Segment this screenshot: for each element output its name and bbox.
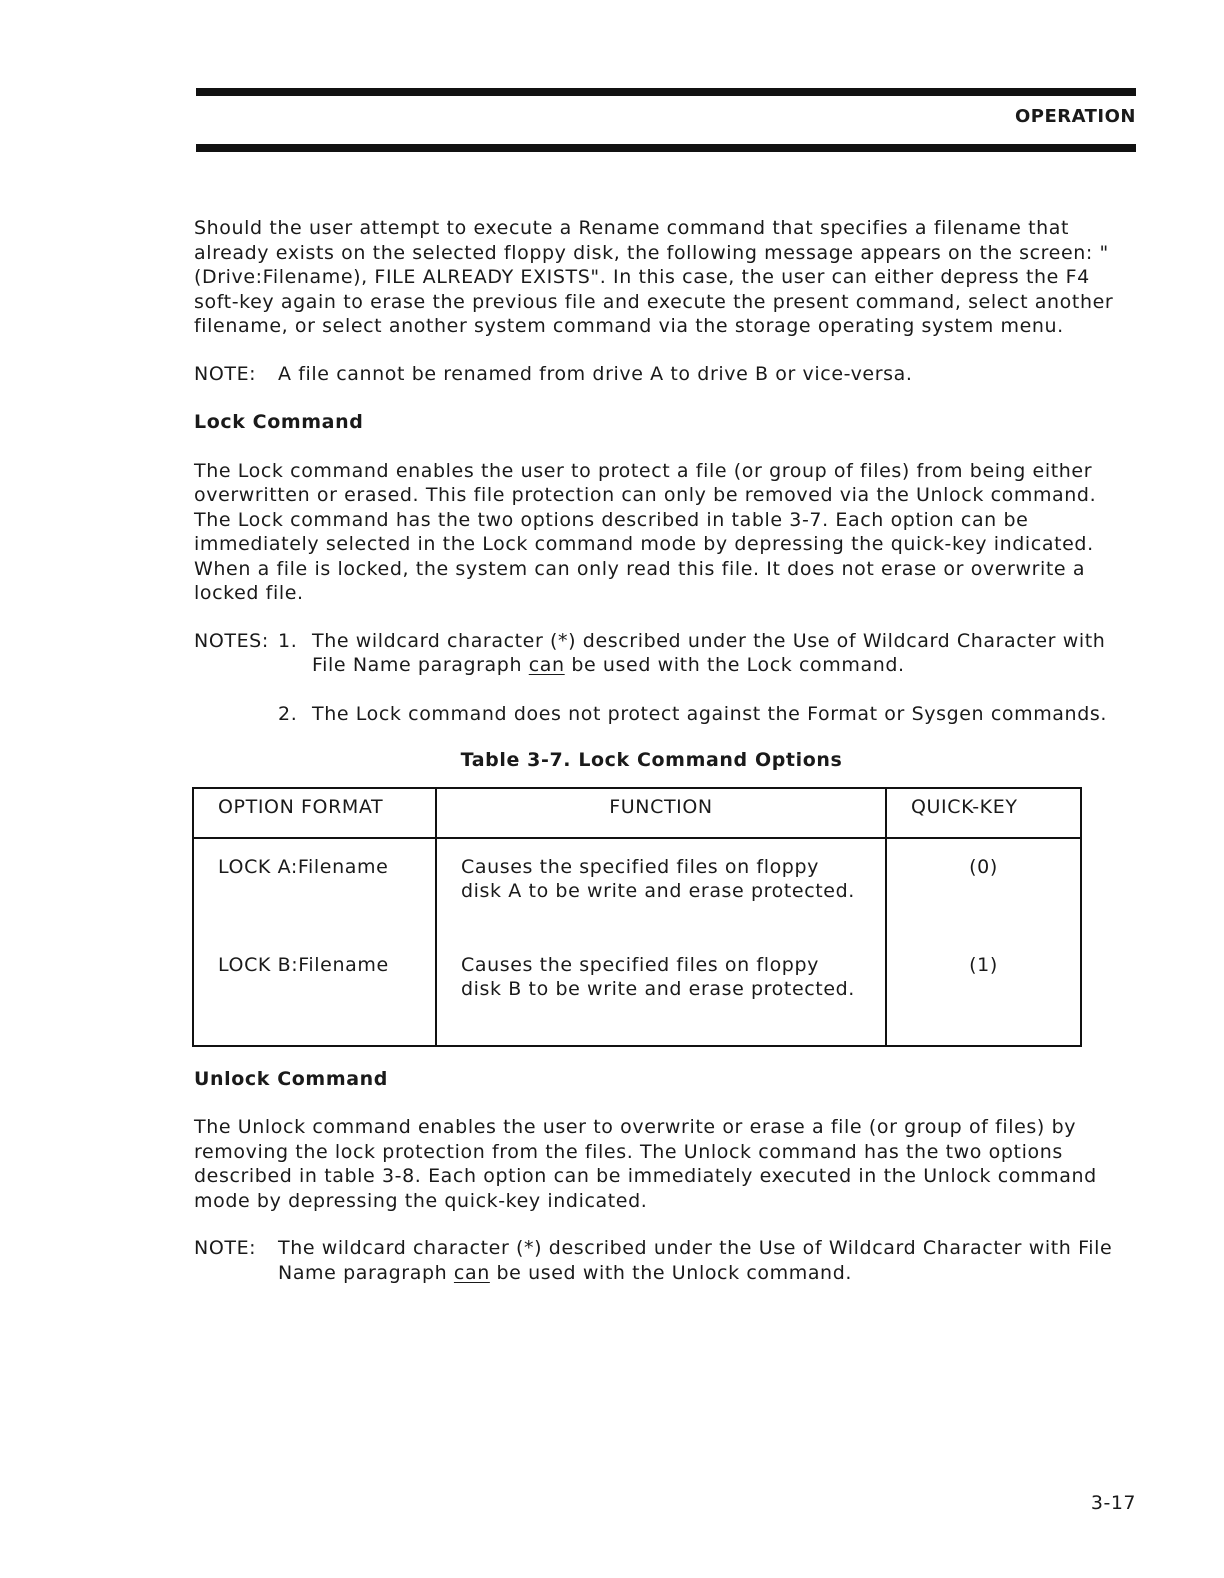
rename-note [194, 362, 1139, 387]
option-cell: LOCK A:Filename [193, 838, 436, 945]
unlock-paragraph: The Unlock command enables the user to overwrite or erase a file (or group of files) by removing the lock protection from the files. The Unlock command has the two options described in table 3-8. Each option can be immediately executed in the Unlock command mode by depressing the quick-key indicated. [194, 1116, 1097, 1212]
section-title: OPERATION [1014, 106, 1136, 127]
notes-list [278, 629, 1139, 727]
note-item [278, 702, 1139, 727]
note-item-text: The Lock command does not protect against the Format or Sysgen commands. [312, 702, 1107, 725]
table-row [193, 838, 1081, 945]
lock-options-table [192, 787, 1082, 1047]
col-header-option: OPTION FORMAT [193, 788, 436, 838]
table-header-row [193, 788, 1081, 838]
note-item-text: The wildcard character (*) described under the Use of Wildcard Character with File Name paragraph can be used with the Lock command. [312, 629, 1106, 676]
unlock-note [194, 1236, 1139, 1285]
function-cell: Causes the specified files on floppy disk A to be write and erase protected. [436, 838, 886, 945]
page-body [194, 216, 1139, 1309]
quick-key-cell: (1) [886, 945, 1081, 1046]
note-number: 2. [278, 702, 298, 725]
quick-key-cell: (0) [886, 838, 1081, 945]
col-header-function: FUNCTION [436, 788, 886, 838]
function-cell: Causes the specified files on floppy disk B to be write and erase protected. [436, 945, 886, 1046]
unlock-command-heading: Unlock Command [194, 1067, 388, 1090]
table-caption: Table 3-7. Lock Command Options [460, 749, 843, 771]
notes-label: NOTES: [194, 629, 269, 652]
lock-notes [194, 629, 1139, 727]
header-rule-bottom [196, 144, 1136, 152]
header-rule-top [196, 88, 1136, 96]
note-number: 1. [278, 629, 298, 652]
emphasis-can: can [528, 654, 565, 676]
note-label: NOTE: [194, 1237, 257, 1259]
option-cell: LOCK B:Filename [193, 945, 436, 1046]
note-label: NOTE: [194, 362, 257, 385]
emphasis-can: can [453, 1261, 490, 1284]
table-row [193, 945, 1081, 1046]
note-text: A file cannot be renamed from drive A to drive B or vice-versa. [278, 362, 913, 385]
note-item [278, 629, 1139, 678]
intro-paragraph: Should the user attempt to execute a Rename command that specifies a filename that already exists on the selected floppy disk, the following message appears on the screen: "(Drive:Filename), FILE ALREADY EXISTS". In this case, the user can either depress the F4 soft-key again to erase the previous file and execute the present command, select another filename, or select another system command via the storage operating system menu. [194, 217, 1114, 337]
lock-paragraph: The Lock command enables the user to protect a file (or group of files) from being either overwritten or erased. This file protection can only be removed via the Unlock command. The Lock command has the two options described in table 3-7. Each option can be immediately selected in the Lock command mode by depressing the quick-key indicated. When a file is locked, the system can only read this file. It does not erase or overwrite a locked file. [194, 459, 1097, 604]
note-text: The wildcard character (*) described under the Use of Wildcard Character with File Name paragraph can be used with the Unlock command. [278, 1237, 1113, 1284]
lock-command-heading: Lock Command [194, 411, 364, 433]
page-number: 3-17 [1090, 1492, 1136, 1514]
col-header-quick-key: QUICK-KEY [886, 788, 1081, 838]
